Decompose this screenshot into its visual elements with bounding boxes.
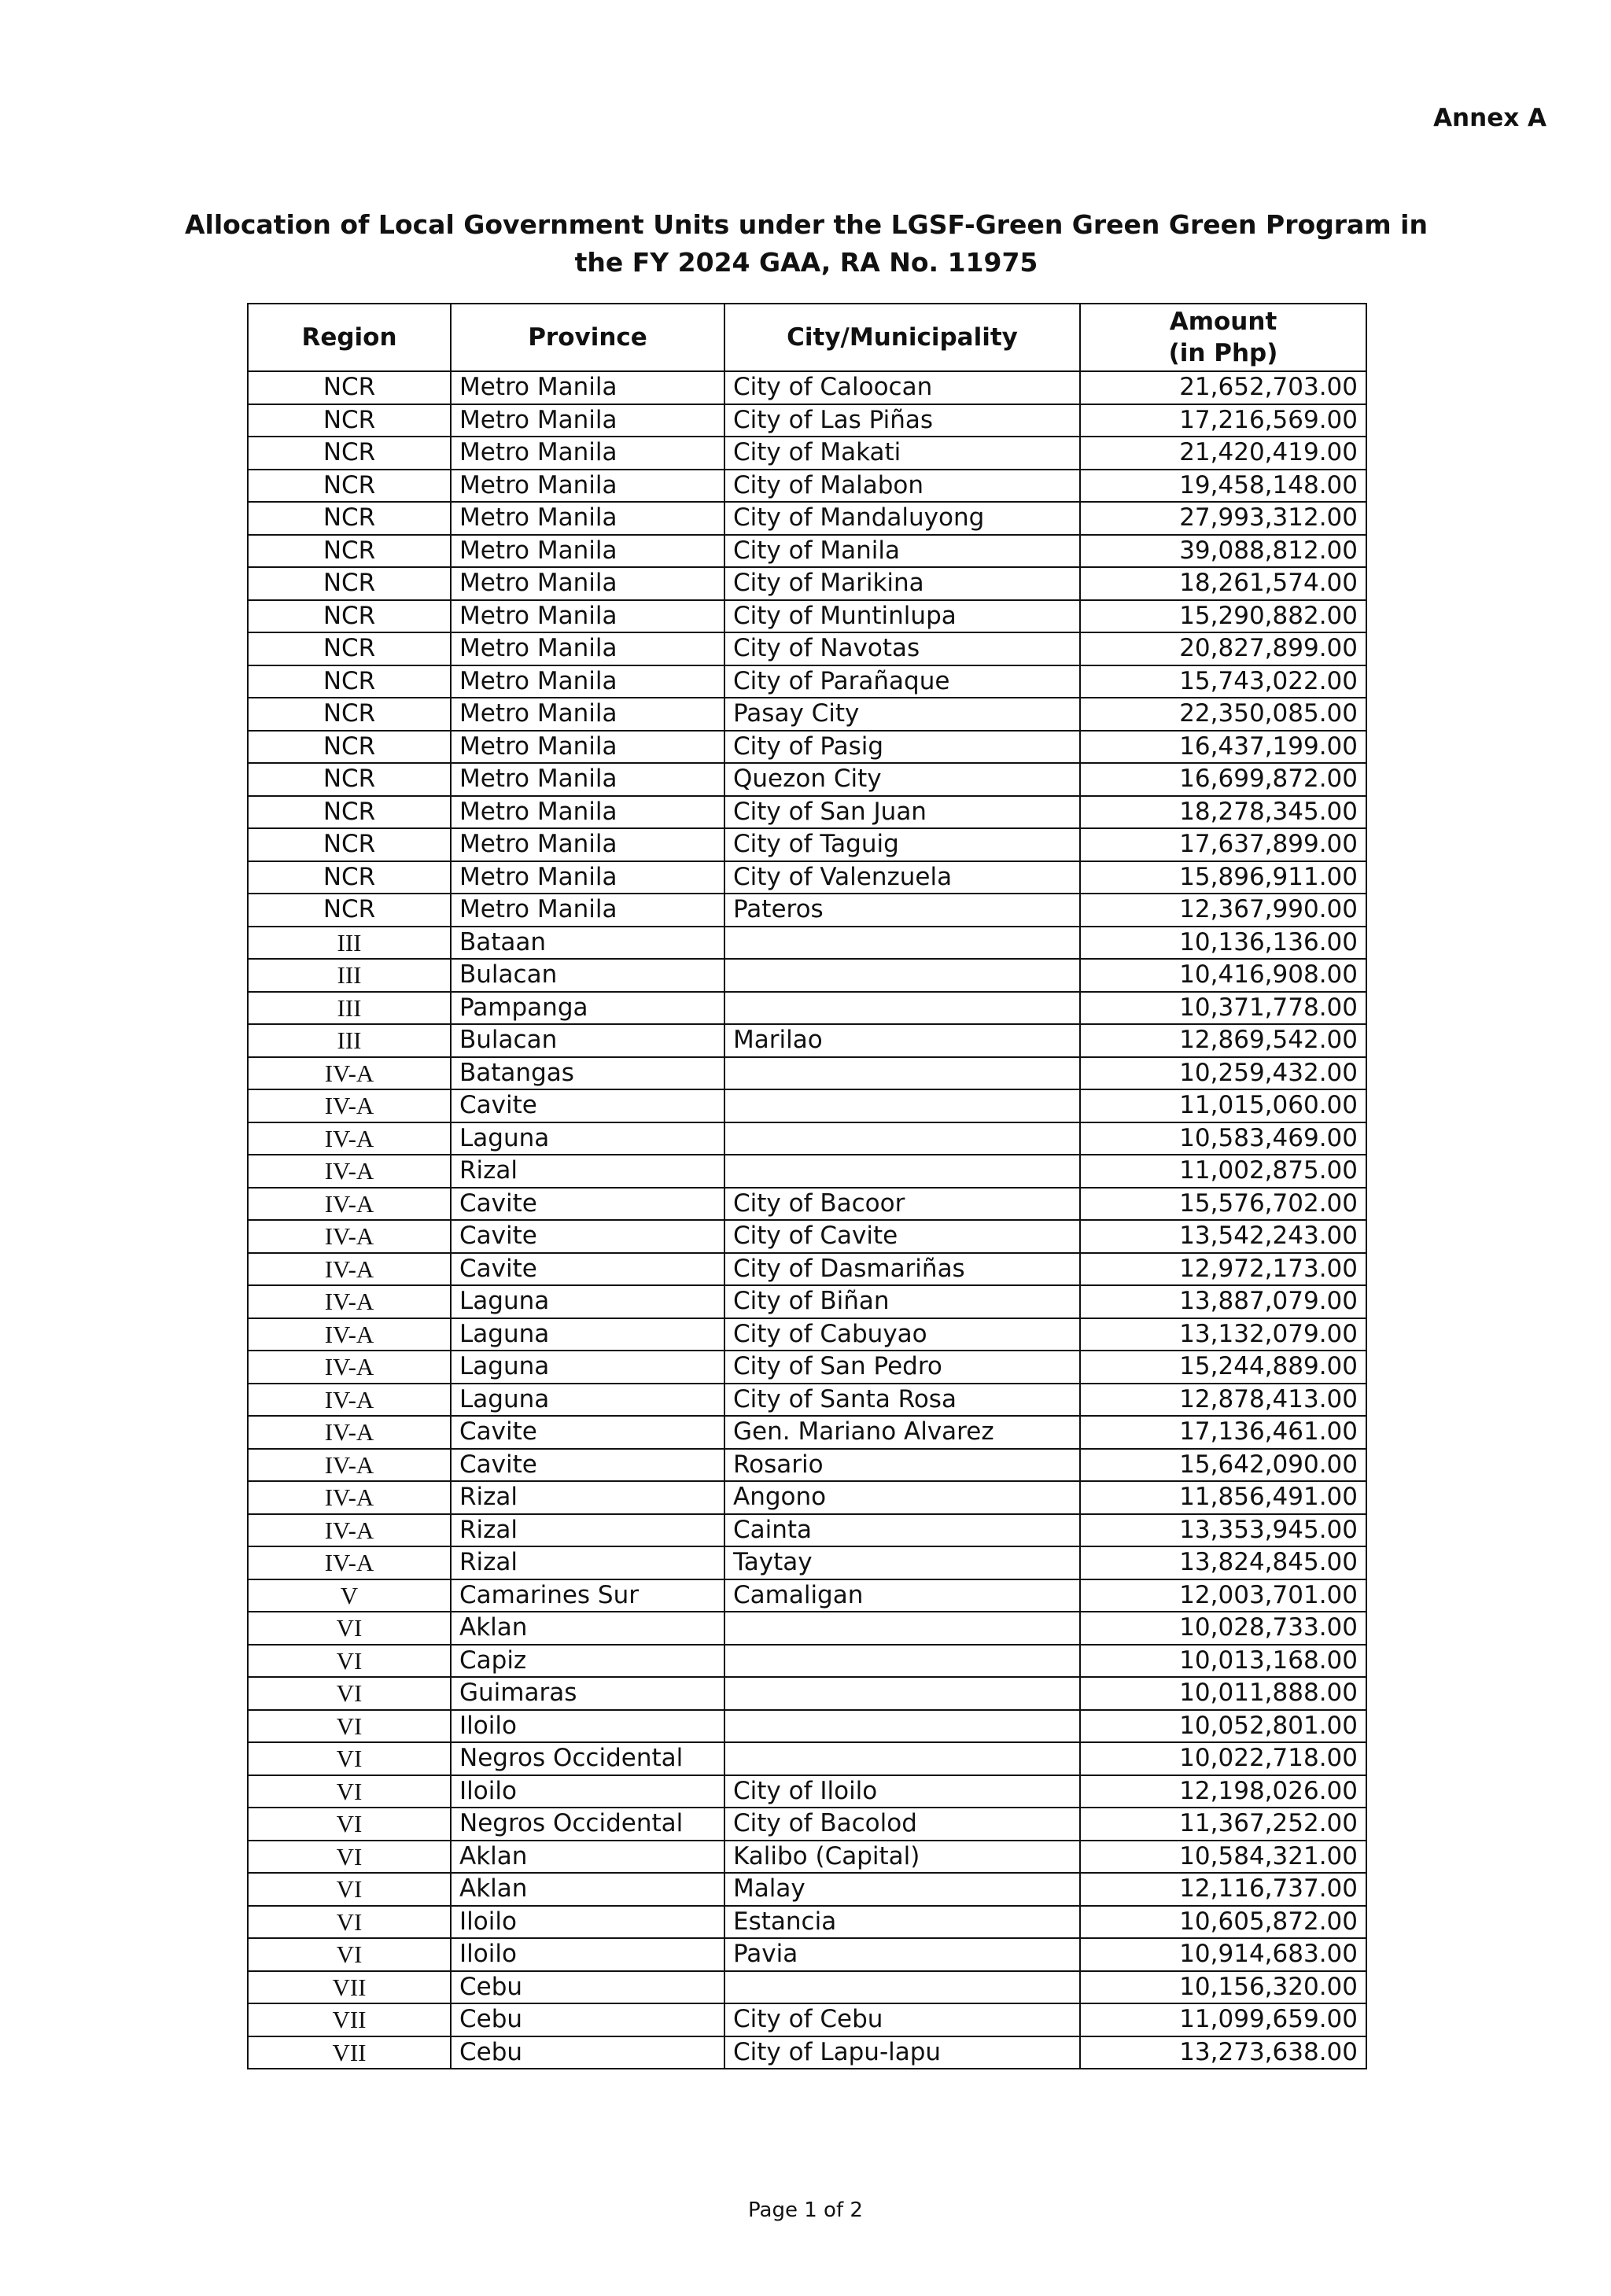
table-row [248, 535, 1366, 568]
region-cell: IV-A [248, 1220, 451, 1253]
province-cell: Laguna [451, 1318, 724, 1351]
city-cell: City of Taguig [724, 828, 1080, 861]
amount-cell: 10,584,321.00 [1080, 1841, 1366, 1874]
city-cell: Marilao [724, 1024, 1080, 1057]
province-cell: Negros Occidental [451, 1808, 724, 1841]
region-cell: IV-A [248, 1351, 451, 1384]
province-cell: Metro Manila [451, 502, 724, 535]
amount-cell: 39,088,812.00 [1080, 535, 1366, 568]
province-cell: Iloilo [451, 1938, 724, 1971]
region-cell: NCR [248, 600, 451, 633]
city-cell [724, 1155, 1080, 1188]
table-row [248, 1416, 1366, 1449]
province-cell: Metro Manila [451, 828, 724, 861]
amount-cell: 21,652,703.00 [1080, 371, 1366, 404]
province-cell: Metro Manila [451, 796, 724, 829]
province-cell: Cebu [451, 1971, 724, 2004]
city-cell [724, 1645, 1080, 1678]
province-cell: Pampanga [451, 992, 724, 1025]
city-cell: City of Bacolod [724, 1808, 1080, 1841]
table-row [248, 927, 1366, 960]
header-region: Region [248, 304, 451, 371]
amount-cell: 10,583,469.00 [1080, 1122, 1366, 1155]
region-cell: III [248, 1024, 451, 1057]
province-cell: Laguna [451, 1122, 724, 1155]
header-province: Province [451, 304, 724, 371]
header-city-municipality: City/Municipality [724, 304, 1080, 371]
table-row [248, 1481, 1366, 1514]
city-cell: City of Navotas [724, 632, 1080, 665]
city-cell: City of Parañaque [724, 665, 1080, 698]
amount-cell: 18,278,345.00 [1080, 796, 1366, 829]
province-cell: Cavite [451, 1416, 724, 1449]
region-cell: VI [248, 1938, 451, 1971]
amount-cell: 16,699,872.00 [1080, 763, 1366, 796]
amount-cell: 12,869,542.00 [1080, 1024, 1366, 1057]
region-cell: III [248, 992, 451, 1025]
city-cell [724, 1971, 1080, 2004]
city-cell: City of Muntinlupa [724, 600, 1080, 633]
region-cell: III [248, 959, 451, 992]
table-row [248, 437, 1366, 470]
city-cell: City of Valenzuela [724, 861, 1080, 894]
region-cell: IV-A [248, 1546, 451, 1579]
region-cell: IV-A [248, 1253, 451, 1286]
city-cell: Camaligan [724, 1579, 1080, 1612]
table-row [248, 1808, 1366, 1841]
city-cell: City of Bacoor [724, 1188, 1080, 1221]
table-row [248, 665, 1366, 698]
header-amount-line-2: (in Php) [1168, 339, 1278, 367]
region-cell: VI [248, 1808, 451, 1841]
table-row [248, 894, 1366, 927]
province-cell: Cebu [451, 2036, 724, 2069]
table-row [248, 1612, 1366, 1645]
province-cell: Metro Manila [451, 600, 724, 633]
table-row [248, 567, 1366, 600]
province-cell: Metro Manila [451, 371, 724, 404]
province-cell: Iloilo [451, 1906, 724, 1939]
province-cell: Laguna [451, 1351, 724, 1384]
amount-cell: 19,458,148.00 [1080, 470, 1366, 503]
table-row [248, 470, 1366, 503]
city-cell: City of Cavite [724, 1220, 1080, 1253]
province-cell: Cavite [451, 1188, 724, 1221]
province-cell: Iloilo [451, 1775, 724, 1808]
page-number: Page 1 of 2 [748, 2198, 863, 2222]
table-row [248, 731, 1366, 764]
amount-cell: 20,827,899.00 [1080, 632, 1366, 665]
region-cell: IV-A [248, 1122, 451, 1155]
amount-cell: 27,993,312.00 [1080, 502, 1366, 535]
amount-cell: 11,856,491.00 [1080, 1481, 1366, 1514]
amount-cell: 22,350,085.00 [1080, 698, 1366, 731]
city-cell [724, 959, 1080, 992]
table-row [248, 1677, 1366, 1710]
region-cell: IV-A [248, 1318, 451, 1351]
region-cell: NCR [248, 437, 451, 470]
amount-cell: 17,216,569.00 [1080, 404, 1366, 437]
amount-cell: 15,896,911.00 [1080, 861, 1366, 894]
amount-cell: 12,972,173.00 [1080, 1253, 1366, 1286]
region-cell: NCR [248, 404, 451, 437]
province-cell: Bulacan [451, 1024, 724, 1057]
city-cell: City of Iloilo [724, 1775, 1080, 1808]
province-cell: Bataan [451, 927, 724, 960]
table-row [248, 992, 1366, 1025]
table-row [248, 1188, 1366, 1221]
amount-cell: 10,028,733.00 [1080, 1612, 1366, 1645]
city-cell: Estancia [724, 1906, 1080, 1939]
province-cell: Guimaras [451, 1677, 724, 1710]
city-cell: Gen. Mariano Alvarez [724, 1416, 1080, 1449]
province-cell: Metro Manila [451, 567, 724, 600]
region-cell: NCR [248, 470, 451, 503]
region-cell: VI [248, 1742, 451, 1775]
city-cell: Angono [724, 1481, 1080, 1514]
document-title [157, 206, 1455, 282]
city-cell [724, 1122, 1080, 1155]
region-cell: VI [248, 1645, 451, 1678]
amount-cell: 11,367,252.00 [1080, 1808, 1366, 1841]
amount-cell: 13,824,845.00 [1080, 1546, 1366, 1579]
amount-cell: 10,136,136.00 [1080, 927, 1366, 960]
province-cell: Rizal [451, 1546, 724, 1579]
amount-cell: 13,132,079.00 [1080, 1318, 1366, 1351]
table-row [248, 1971, 1366, 2004]
province-cell: Aklan [451, 1612, 724, 1645]
table-row [248, 1449, 1366, 1482]
amount-cell: 12,198,026.00 [1080, 1775, 1366, 1808]
region-cell: IV-A [248, 1285, 451, 1318]
region-cell: NCR [248, 796, 451, 829]
header-amount-line-1: Amount [1169, 308, 1277, 336]
region-cell: V [248, 1579, 451, 1612]
table-row [248, 2036, 1366, 2069]
amount-cell: 10,605,872.00 [1080, 1906, 1366, 1939]
table-header-row [248, 304, 1366, 371]
amount-cell: 10,052,801.00 [1080, 1710, 1366, 1743]
city-cell: Kalibo (Capital) [724, 1841, 1080, 1874]
table-row [248, 1351, 1366, 1384]
table-row [248, 632, 1366, 665]
amount-cell: 17,637,899.00 [1080, 828, 1366, 861]
amount-cell: 17,136,461.00 [1080, 1416, 1366, 1449]
table-row [248, 1645, 1366, 1678]
amount-cell: 13,887,079.00 [1080, 1285, 1366, 1318]
city-cell: City of Mandaluyong [724, 502, 1080, 535]
table-row [248, 1155, 1366, 1188]
city-cell: City of Biñan [724, 1285, 1080, 1318]
province-cell: Camarines Sur [451, 1579, 724, 1612]
province-cell: Metro Manila [451, 731, 724, 764]
city-cell [724, 1089, 1080, 1122]
amount-cell: 21,420,419.00 [1080, 437, 1366, 470]
region-cell: VI [248, 1677, 451, 1710]
table-row [248, 1775, 1366, 1808]
province-cell: Cavite [451, 1449, 724, 1482]
region-cell: NCR [248, 665, 451, 698]
region-cell: VI [248, 1775, 451, 1808]
table-row [248, 1938, 1366, 1971]
city-cell: City of Caloocan [724, 371, 1080, 404]
region-cell: NCR [248, 502, 451, 535]
region-cell: IV-A [248, 1155, 451, 1188]
amount-cell: 11,002,875.00 [1080, 1155, 1366, 1188]
province-cell: Metro Manila [451, 470, 724, 503]
province-cell: Metro Manila [451, 665, 724, 698]
province-cell: Cebu [451, 2003, 724, 2036]
region-cell: NCR [248, 535, 451, 568]
table-row [248, 1122, 1366, 1155]
city-cell [724, 1677, 1080, 1710]
table-row [248, 1742, 1366, 1775]
city-cell: City of Manila [724, 535, 1080, 568]
province-cell: Cavite [451, 1253, 724, 1286]
city-cell: City of San Juan [724, 796, 1080, 829]
table-row [248, 828, 1366, 861]
table-row [248, 796, 1366, 829]
table-row [248, 1514, 1366, 1547]
city-cell [724, 1057, 1080, 1090]
region-cell: NCR [248, 894, 451, 927]
province-cell: Laguna [451, 1285, 724, 1318]
table-row [248, 1318, 1366, 1351]
table-body [248, 371, 1366, 2069]
city-cell [724, 1742, 1080, 1775]
province-cell: Metro Manila [451, 404, 724, 437]
city-cell: City of Dasmariñas [724, 1253, 1080, 1286]
province-cell: Metro Manila [451, 763, 724, 796]
amount-cell: 10,259,432.00 [1080, 1057, 1366, 1090]
title-line-2: the FY 2024 GAA, RA No. 11975 [574, 247, 1038, 278]
amount-cell: 10,914,683.00 [1080, 1938, 1366, 1971]
city-cell: City of Lapu-lapu [724, 2036, 1080, 2069]
city-cell [724, 992, 1080, 1025]
province-cell: Metro Manila [451, 894, 724, 927]
amount-cell: 18,261,574.00 [1080, 567, 1366, 600]
city-cell: Pavia [724, 1938, 1080, 1971]
city-cell: Pateros [724, 894, 1080, 927]
amount-cell: 10,156,320.00 [1080, 1971, 1366, 2004]
title-line-1: Allocation of Local Government Units under the LGSF-Green Green Green Program in [185, 209, 1428, 240]
header-amount [1080, 304, 1366, 371]
allocation-table [247, 303, 1367, 2069]
amount-cell: 15,743,022.00 [1080, 665, 1366, 698]
region-cell: VII [248, 2003, 451, 2036]
table-row [248, 600, 1366, 633]
amount-cell: 10,416,908.00 [1080, 959, 1366, 992]
city-cell [724, 1612, 1080, 1645]
province-cell: Laguna [451, 1384, 724, 1417]
table-row [248, 1546, 1366, 1579]
province-cell: Metro Manila [451, 698, 724, 731]
province-cell: Metro Manila [451, 535, 724, 568]
table-row [248, 1710, 1366, 1743]
province-cell: Aklan [451, 1873, 724, 1906]
table-row [248, 959, 1366, 992]
table-row [248, 1089, 1366, 1122]
table-row [248, 1285, 1366, 1318]
region-cell: IV-A [248, 1449, 451, 1482]
region-cell: IV-A [248, 1188, 451, 1221]
region-cell: IV-A [248, 1481, 451, 1514]
amount-cell: 15,290,882.00 [1080, 600, 1366, 633]
table-row [248, 1220, 1366, 1253]
amount-cell: 12,367,990.00 [1080, 894, 1366, 927]
amount-cell: 12,116,737.00 [1080, 1873, 1366, 1906]
table-row [248, 1253, 1366, 1286]
city-cell: Malay [724, 1873, 1080, 1906]
region-cell: NCR [248, 371, 451, 404]
region-cell: IV-A [248, 1416, 451, 1449]
amount-cell: 10,371,778.00 [1080, 992, 1366, 1025]
region-cell: VI [248, 1710, 451, 1743]
city-cell: City of Malabon [724, 470, 1080, 503]
city-cell: City of Cabuyao [724, 1318, 1080, 1351]
province-cell: Negros Occidental [451, 1742, 724, 1775]
city-cell: City of Makati [724, 437, 1080, 470]
city-cell: City of San Pedro [724, 1351, 1080, 1384]
table-row [248, 861, 1366, 894]
province-cell: Rizal [451, 1481, 724, 1514]
table-row [248, 502, 1366, 535]
city-cell: City of Marikina [724, 567, 1080, 600]
table-row [248, 698, 1366, 731]
table-row [248, 1579, 1366, 1612]
amount-cell: 13,273,638.00 [1080, 2036, 1366, 2069]
region-cell: IV-A [248, 1089, 451, 1122]
province-cell: Metro Manila [451, 437, 724, 470]
city-cell: Quezon City [724, 763, 1080, 796]
region-cell: IV-A [248, 1057, 451, 1090]
city-cell: City of Cebu [724, 2003, 1080, 2036]
province-cell: Rizal [451, 1155, 724, 1188]
region-cell: VI [248, 1906, 451, 1939]
province-cell: Capiz [451, 1645, 724, 1678]
table-row [248, 404, 1366, 437]
table-row [248, 371, 1366, 404]
amount-cell: 11,099,659.00 [1080, 2003, 1366, 2036]
region-cell: VI [248, 1612, 451, 1645]
amount-cell: 15,576,702.00 [1080, 1188, 1366, 1221]
amount-cell: 12,878,413.00 [1080, 1384, 1366, 1417]
region-cell: IV-A [248, 1384, 451, 1417]
city-cell: City of Pasig [724, 731, 1080, 764]
city-cell [724, 927, 1080, 960]
region-cell: NCR [248, 698, 451, 731]
table-row [248, 1906, 1366, 1939]
city-cell: City of Santa Rosa [724, 1384, 1080, 1417]
province-cell: Metro Manila [451, 861, 724, 894]
province-cell: Batangas [451, 1057, 724, 1090]
amount-cell: 12,003,701.00 [1080, 1579, 1366, 1612]
amount-cell: 10,011,888.00 [1080, 1677, 1366, 1710]
table-row [248, 1384, 1366, 1417]
table-row [248, 1057, 1366, 1090]
amount-cell: 10,022,718.00 [1080, 1742, 1366, 1775]
amount-cell: 10,013,168.00 [1080, 1645, 1366, 1678]
city-cell: Rosario [724, 1449, 1080, 1482]
province-cell: Rizal [451, 1514, 724, 1547]
region-cell: IV-A [248, 1514, 451, 1547]
region-cell: VII [248, 2036, 451, 2069]
table-row [248, 1841, 1366, 1874]
region-cell: NCR [248, 763, 451, 796]
region-cell: III [248, 927, 451, 960]
city-cell: City of Las Piñas [724, 404, 1080, 437]
city-cell: Pasay City [724, 698, 1080, 731]
province-cell: Cavite [451, 1089, 724, 1122]
city-cell: Taytay [724, 1546, 1080, 1579]
city-cell: Cainta [724, 1514, 1080, 1547]
amount-cell: 11,015,060.00 [1080, 1089, 1366, 1122]
annex-label: Annex A [1433, 104, 1546, 132]
province-cell: Iloilo [451, 1710, 724, 1743]
province-cell: Bulacan [451, 959, 724, 992]
table-row [248, 763, 1366, 796]
table-row [248, 1873, 1366, 1906]
region-cell: VII [248, 1971, 451, 2004]
region-cell: NCR [248, 567, 451, 600]
city-cell [724, 1710, 1080, 1743]
table-row [248, 2003, 1366, 2036]
amount-cell: 15,642,090.00 [1080, 1449, 1366, 1482]
province-cell: Metro Manila [451, 632, 724, 665]
amount-cell: 16,437,199.00 [1080, 731, 1366, 764]
region-cell: NCR [248, 731, 451, 764]
amount-cell: 13,542,243.00 [1080, 1220, 1366, 1253]
region-cell: VI [248, 1841, 451, 1874]
amount-cell: 13,353,945.00 [1080, 1514, 1366, 1547]
amount-cell: 15,244,889.00 [1080, 1351, 1366, 1384]
region-cell: NCR [248, 861, 451, 894]
table-row [248, 1024, 1366, 1057]
province-cell: Aklan [451, 1841, 724, 1874]
province-cell: Cavite [451, 1220, 724, 1253]
region-cell: NCR [248, 828, 451, 861]
region-cell: VI [248, 1873, 451, 1906]
region-cell: NCR [248, 632, 451, 665]
